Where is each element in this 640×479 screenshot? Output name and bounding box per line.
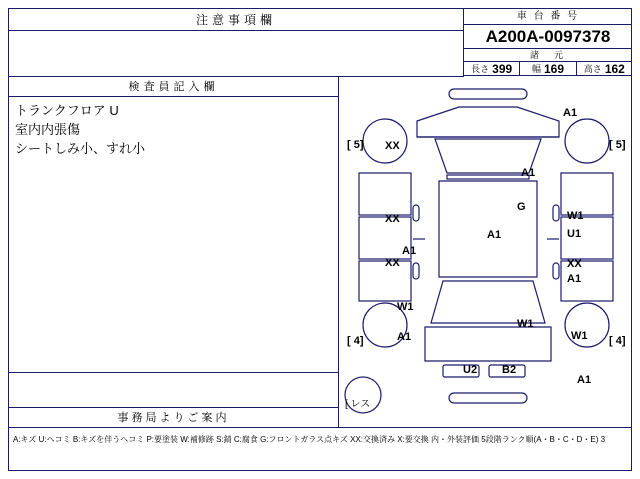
inspector-notes — [9, 97, 338, 158]
damage-mark: A1 — [567, 273, 582, 285]
dimensions-label: 諸 元 — [464, 49, 632, 62]
chassis-panel — [464, 9, 632, 77]
inspector-note-1: トランクフロア U — [15, 103, 119, 118]
sheet-frame — [8, 8, 632, 471]
legend-panel — [9, 428, 632, 471]
notice-title: 注意事項欄 — [9, 9, 463, 31]
office-title: 事務局よりご案内 — [9, 407, 338, 427]
dimension-height-value: 162 — [604, 61, 625, 76]
damage-mark: XX — [567, 258, 582, 270]
damage-mark: W1 — [571, 330, 588, 342]
inspector-note-2: 室内内張傷 — [15, 122, 81, 137]
office-panel — [9, 373, 339, 428]
damage-mark: [ 5] — [609, 139, 626, 151]
chassis-number-label: 車 台 番 号 — [464, 9, 632, 25]
dimension-length — [464, 62, 520, 75]
damage-mark: [ 5] — [347, 139, 364, 151]
dimension-width-value: 169 — [543, 61, 565, 76]
damage-mark: XX — [385, 257, 400, 269]
damage-mark: A1 — [563, 107, 578, 119]
damage-mark: [ 4] — [347, 335, 364, 347]
damage-mark: U2 — [463, 364, 478, 376]
damage-mark: W1 — [567, 210, 584, 222]
damage-mark: W1 — [517, 318, 534, 330]
damage-mark: A1 — [402, 245, 417, 257]
inspector-title: 検査員記入欄 — [9, 77, 338, 97]
notice-panel — [9, 9, 464, 77]
chassis-number-value: A200A-0097378 — [464, 25, 632, 49]
dimension-width — [520, 62, 576, 75]
dimensions-row — [464, 62, 632, 76]
notice-body — [9, 31, 463, 76]
inspector-note-3: シートしみ小、すれ小 — [15, 141, 146, 156]
vehicle-damage-diagram — [339, 77, 632, 428]
dimension-width-label: 幅 — [531, 64, 541, 74]
dimension-length-value: 399 — [492, 61, 513, 76]
dimension-height-label: 高さ — [583, 64, 602, 74]
damage-mark: B2 — [502, 364, 517, 376]
damage-mark: G — [517, 201, 526, 213]
damage-mark: U1 — [567, 228, 582, 240]
damage-mark: A1 — [521, 167, 536, 179]
damage-mark: XX — [385, 213, 400, 225]
legend-line: A:キズ U:ヘコミ B:キズを伴うヘコミ P:要塗装 W:補修跡 S:錆 C:腐食 G:フロントガラス点キズ XX:交換済み X:要交換 内・外装評価 5段階ランク順(A・B・C・D・E) 3 — [13, 435, 606, 444]
damage-mark: [ 4] — [609, 335, 626, 347]
damage-mark: XX — [385, 140, 400, 152]
damage-mark: W1 — [397, 301, 414, 313]
dimension-length-label: 長さ — [471, 64, 490, 74]
damage-mark: A1 — [487, 229, 502, 241]
damage-mark: [ レス — [345, 399, 371, 410]
inspector-panel — [9, 77, 339, 373]
damage-mark: A1 — [577, 374, 592, 386]
dimension-height — [577, 62, 632, 75]
damage-mark: A1 — [397, 331, 412, 343]
